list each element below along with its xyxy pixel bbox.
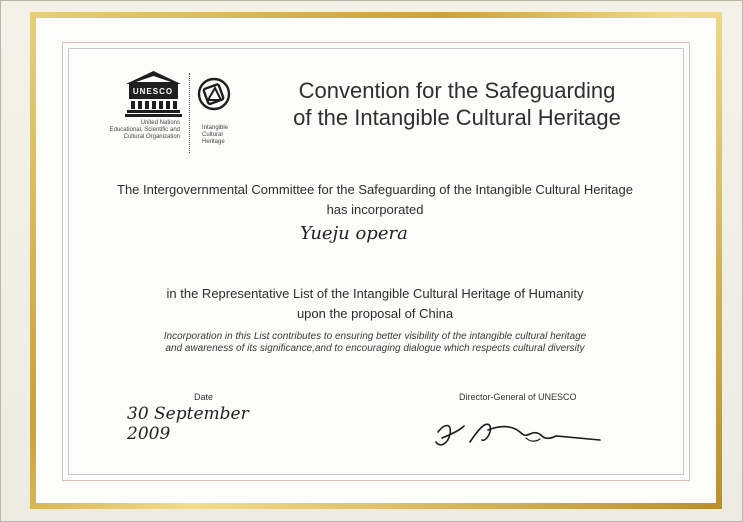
director-general-label: Director-General of UNESCO [459,392,577,402]
date-label: Date [194,392,214,402]
committee-line: The Intergovernmental Committee for the Safeguarding of the Intangible Cultural Heritage [117,182,633,197]
ich-caption-line: Cultural [202,132,223,138]
convention-title-line: Convention for the Safeguarding [298,78,616,103]
unesco-caption-line: Cultural Organization [123,134,180,140]
representative-list-line: in the Representative List of the Intangible Cultural Heritage of Humanity [166,286,584,301]
date-value: 30 September 2009 [127,404,249,444]
proposal-line: upon the proposal of China [296,306,454,321]
incorporated-line: has incorporated [326,202,424,217]
logo-divider [189,73,190,153]
ich-caption [202,125,252,146]
unesco-caption-line: United Nations [140,120,180,126]
intangible-heritage-emblem-icon [197,77,231,111]
unesco-caption [90,120,180,141]
convention-title [254,77,660,131]
incorporation-note-line: Incorporation in this List contributes to ensuring better visibility of the intangible cultural heritage [163,331,587,342]
director-general-signature [430,412,605,457]
convention-title-line: of the Intangible Cultural Heritage [293,105,621,130]
unesco-caption-line: Educational, Scientific and [109,127,180,133]
ich-caption-line: Heritage [202,139,225,145]
unesco-wordmark: UNESCO [132,87,174,96]
incorporation-note-line: and awareness of its significance,and to encouraging dialogue which respects cultural diversity [165,343,585,354]
inscribed-element-name: Yueju opera [300,223,408,244]
ich-caption-line: Intangible [202,125,229,131]
